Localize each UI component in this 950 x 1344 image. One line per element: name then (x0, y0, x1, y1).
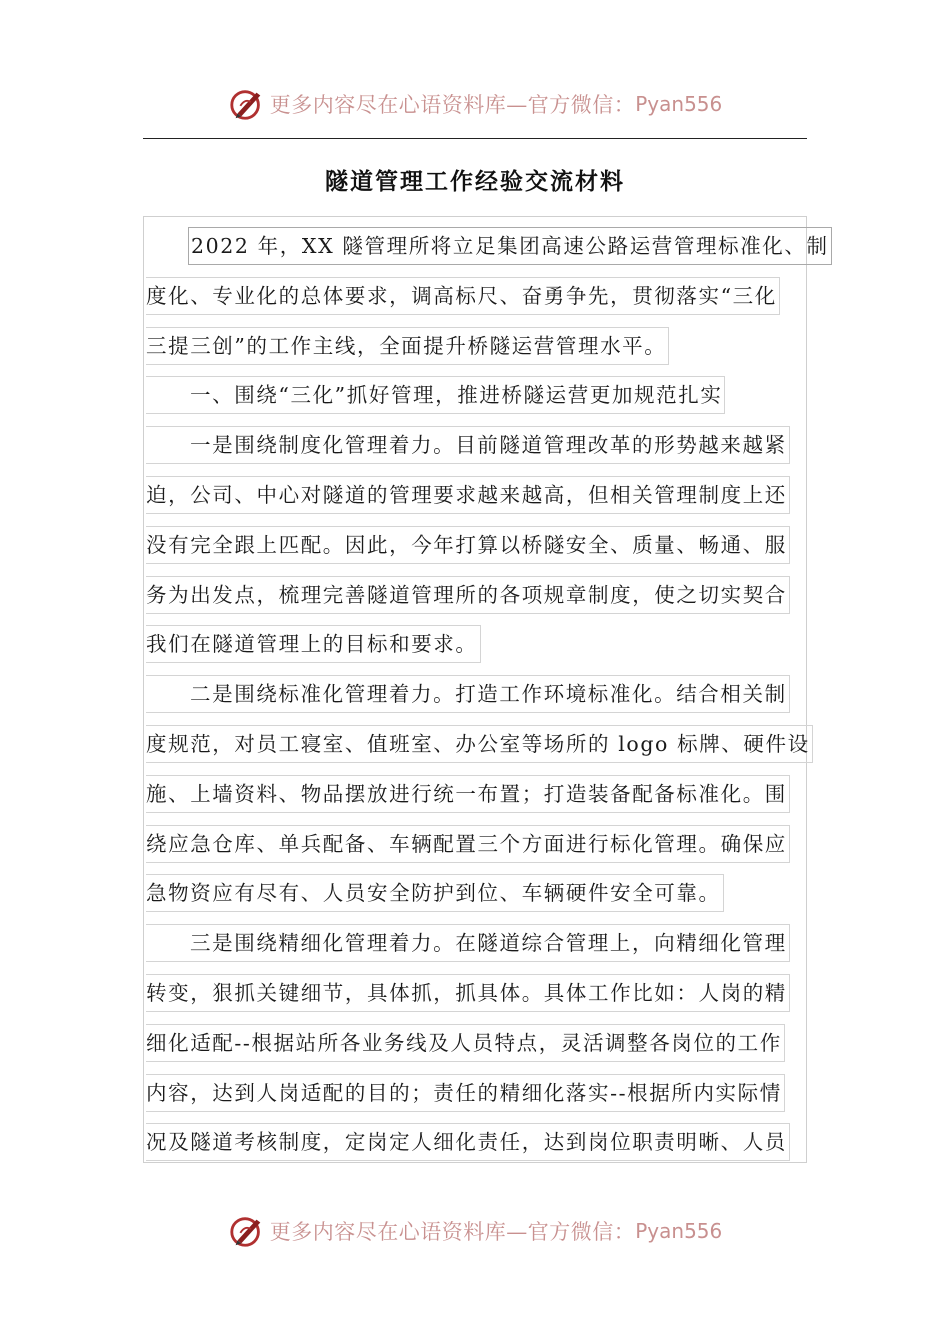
header-divider (143, 138, 807, 139)
text-line: 度化、专业化的总体要求，调高标尺、奋勇争先，贯彻落实“三化 (146, 271, 806, 321)
document-body (146, 221, 829, 1167)
banner-text: 更多内容尽在心语资料库—官方微信： (269, 1220, 636, 1244)
text-line: 三是围绕精细化管理着力。在隧道综合管理上，向精细化管理 (146, 918, 806, 968)
text-line: 细化适配--根据站所各业务线及人员特点，灵活调整各岗位的工作 (146, 1018, 806, 1068)
text-line: 转变，狠抓关键细节，具体抓，抓具体。具体工作比如：人岗的精 (146, 968, 806, 1018)
pen-logo-icon (228, 85, 266, 123)
header-banner (0, 82, 950, 126)
text-line: 绕应急仓库、单兵配备、车辆配置三个方面进行标化管理。确保应 (146, 819, 806, 869)
text-line: 没有完全跟上匹配。因此，今年打算以桥隧安全、质量、畅通、服 (146, 520, 806, 570)
text-line: 三提三创”的工作主线，全面提升桥隧运营管理水平。 (146, 321, 806, 371)
banner-text: 更多内容尽在心语资料库—官方微信： (269, 93, 636, 117)
text-line: 二是围绕标准化管理着力。打造工作环境标准化。结合相关制 (146, 669, 806, 719)
text-line: 内容，达到人岗适配的目的；责任的精细化落实--根据所内实际情 (146, 1068, 806, 1118)
text-line: 2022 年，XX 隧管理所将立足集团高速公路运营管理标准化、制 (146, 221, 806, 271)
text-line: 我们在隧道管理上的目标和要求。 (146, 619, 806, 669)
banner-wechat-id: Pyan556 (635, 1219, 723, 1243)
text-line: 一是围绕制度化管理着力。目前隧道管理改革的形势越来越紧 (146, 420, 806, 470)
text-line: 急物资应有尽有、人员安全防护到位、车辆硬件安全可靠。 (146, 868, 806, 918)
footer-banner (0, 1209, 950, 1253)
text-line: 施、上墙资料、物品摆放进行统一布置；打造装备配备标准化。围 (146, 769, 806, 819)
text-line: 迫，公司、中心对隧道的管理要求越来越高，但相关管理制度上还 (146, 470, 806, 520)
text-line: 度规范，对员工寝室、值班室、办公室等场所的 logo 标牌、硬件设 (146, 719, 806, 769)
pen-logo-icon (228, 1212, 266, 1250)
text-line: 务为出发点，梳理完善隧道管理所的各项规章制度，使之切实契合 (146, 570, 806, 620)
banner-wechat-id: Pyan556 (635, 92, 723, 116)
document-title: 隧道管理工作经验交流材料 (325, 169, 625, 195)
text-line: 况及隧道考核制度，定岗定人细化责任，达到岗位职责明晰、人员 (146, 1117, 806, 1167)
section-heading: 一、围绕“三化”抓好管理，推进桥隧运营更加规范扎实 (146, 370, 806, 420)
